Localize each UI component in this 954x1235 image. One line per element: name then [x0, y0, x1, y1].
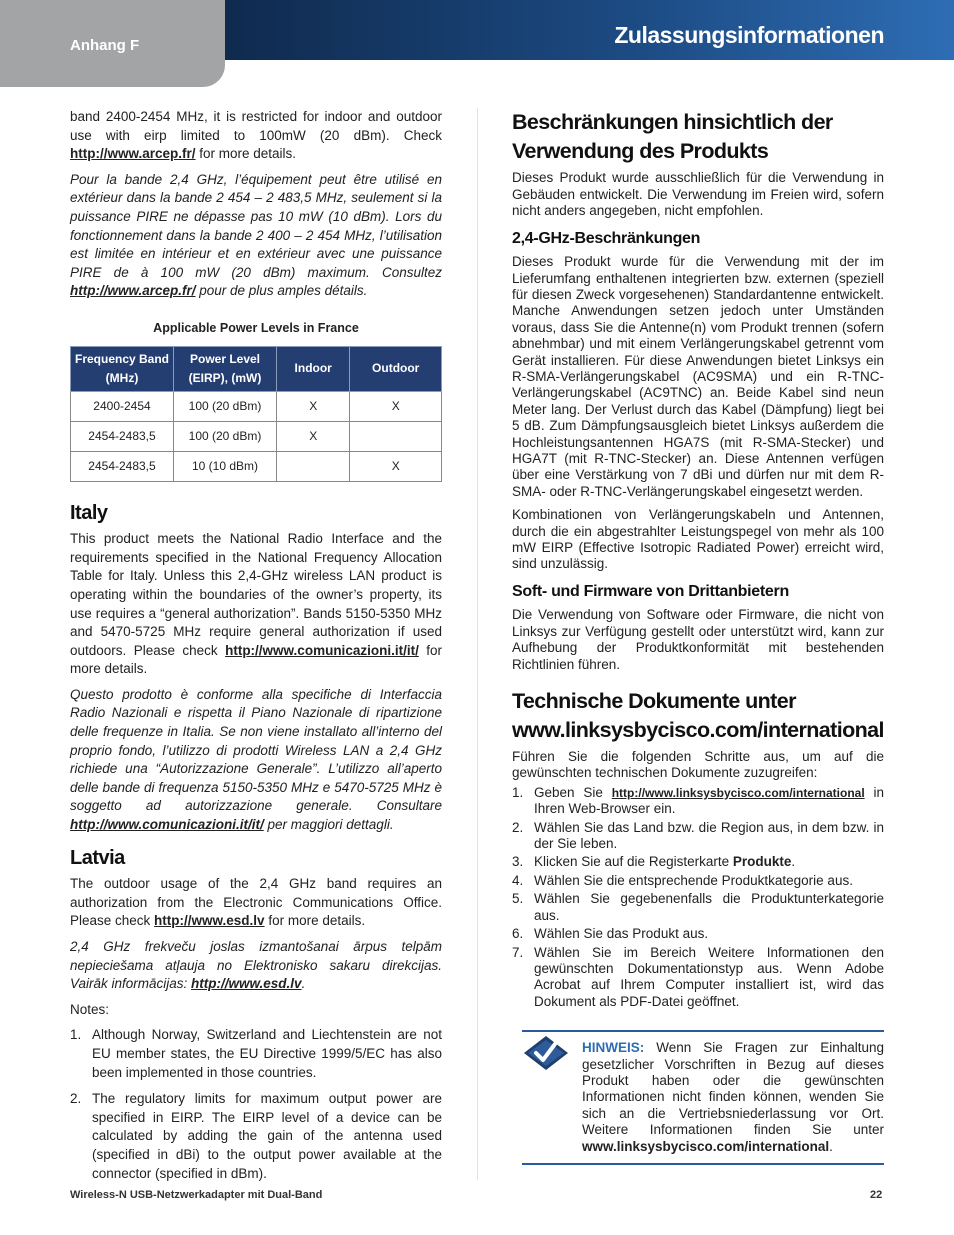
table-row: [71, 391, 442, 421]
table-cell: 2400-2454: [71, 391, 174, 421]
section-tab: [0, 0, 225, 87]
list-item: 5. Wählen Sie gegebenenfalls die Produktunterkategorie aus.: [512, 891, 884, 923]
note-text: HINWEIS: Wenn Sie Fragen zur Einhaltung gesetzlicher Vorschriften in Bezug auf dieses Produkt haben oder die gewünschten Informationen nicht finden können, wenden Sie sich an die Vertriebsniederlassung vor Ort. Weitere Informationen finden Sie unter www.linksysbycisco.com/international.: [582, 1040, 884, 1154]
table-cell: X: [277, 391, 350, 421]
page-number: 22: [870, 1189, 883, 1201]
table-cell: 100 (20 dBm): [174, 421, 277, 451]
table-cell: 2454-2483,5: [71, 451, 174, 481]
list-item: 2. The regulatory limits for maximum output power are specified in EIRP. The EIRP level of a device can be calculated by adding the gain of the antenna used (specified in dBi) to the output power available at the connector (specified in dBm).: [70, 1091, 442, 1181]
list-item: 4. Wählen Sie die entsprechende Produktkategorie aus.: [512, 872, 853, 888]
table-header-row: [71, 346, 442, 391]
ghz-heading: 2,4-GHz-Beschränkungen: [512, 229, 701, 247]
footer-product: Wireless-N USB-Netzwerkadapter mit Dual-Band: [70, 1189, 323, 1201]
note-keyword: HINWEIS:: [582, 1040, 645, 1056]
linksys-intl-link[interactable]: http://www.linksysbycisco.com/international: [611, 785, 865, 800]
table-caption: Applicable Power Levels in France: [153, 320, 359, 335]
right-column: [512, 108, 884, 1165]
arcep-link[interactable]: http://www.arcep.fr/: [70, 146, 196, 162]
ghz-paragraph-1: Dieses Produkt wurde für die Verwendung mit der im Lieferumfang enthaltenen integrierten bzw. externen (speziell für diesen Zweck vorgesehenen) Standardantenne entwickelt. Manche Anwendungen setzen jedoch unter Umständen voraus, dass Sie die Antenne(n) vom Produkt trennen (sofern abnehmbar) und mit einem Verlängerungskabel getrennt vom Gerät installieren. Für diese Anwendungen bietet Linksys ein R-SMA-Verlängerungskabel (AC9SMA) und ein R-TNC-Verlängerungskabel (AC9TNC) an. Beide Kabel sind neun Meter lang. Der Verlust durch das Kabel (Dämpfung) liegt bei 5 dB. Zum Dämpfungsausgleich bietet Linksys außerdem die Hochleistungsantennen HGA7S (mit R-SMA-Stecker) und HGA7T (mit R-TNC-Stecker) an. Diese Antennen verfügen über eine Verstärkung von 7 dBi und dürfen nur mit dem R-SMA- oder R-TNC-Verlängerungskabel eingesetzt werden.: [512, 254, 884, 499]
notes-label: Notes:: [70, 1001, 110, 1017]
docs-heading: Technische Dokumente unter www.linksysbycisco.com/international: [512, 689, 884, 743]
esd-link[interactable]: http://www.esd.lv: [154, 913, 265, 929]
france-paragraph-en: band 2400-2454 MHz, it is restricted for indoor and outdoor use with eirp limited to 100mW (20 dBm). Check http://www.arcep.fr/ for more details.: [70, 109, 442, 162]
latvia-heading: Latvia: [70, 846, 125, 869]
list-item: 2. Wählen Sie das Land bzw. die Region aus, in dem bzw. in der Sie leben.: [512, 819, 884, 852]
column-divider: [477, 108, 478, 1180]
table-cell: X: [350, 451, 442, 481]
table-cell: [350, 421, 442, 451]
table-row: [71, 451, 442, 481]
table-cell: X: [350, 391, 442, 421]
arcep-link-fr[interactable]: http://www.arcep.fr/: [70, 283, 196, 299]
comunicazioni-link[interactable]: http://www.comunicazioni.it/it/: [225, 642, 419, 658]
list-item: 1. Geben Sie http://www.linksysbycisco.com/international in Ihren Web-Browser ein.: [512, 784, 884, 817]
steps-list: [512, 785, 884, 1010]
list-item: 3. Klicken Sie auf die Registerkarte Produkte.: [512, 854, 796, 870]
note-box: [522, 1030, 884, 1165]
italy-paragraph-it: Questo prodotto è conforme alla specifiche di Interfaccia Radio Nazionali e rispetta il Piano Nazionale di ripartizione delle frequenze in Italia. Se non viene installato all’interno del proprio fondo, l’utilizzo di prodotti Wireless LAN a 2,4 GHz richiede una “Autorizzazione Generale”. L’utilizzo all’aperto delle bande di frequenza 5150-5350 MHz e 5470-5725 MHz è soggetto ad autorizzazione generale. Consultare http://www.comunicazioni.it/it/ per maggiori dettagli.: [70, 686, 442, 833]
latvia-paragraph-en: The outdoor usage of the 2,4 GHz band requires an authorization from the Electronic Communications Office. Please check http://www.esd.lv for more details.: [70, 876, 442, 929]
italy-heading: Italy: [70, 501, 108, 524]
table-cell: 2454-2483,5: [71, 421, 174, 451]
header-outdoor: Outdoor: [350, 346, 442, 391]
title-banner: [225, 0, 954, 60]
latvia-paragraph-lv: 2,4 GHz frekveču joslas izmantošanai ārpus telpām nepieciešama atļauja no Elektronisko sakaru direkcijas. Vairāk informācijas: http://www.esd.lv.: [70, 939, 442, 992]
software-paragraph: Die Verwendung von Software oder Firmware, die nicht von Linksys zur Verfügung gestellt oder unterstützt wird, kann zur Aufhebung der Produktkonformität mit bestehenden Richtlinien führen.: [512, 607, 884, 672]
table-cell: X: [277, 421, 350, 451]
header-frequency: Frequency Band (MHz): [71, 346, 174, 391]
left-column: [70, 108, 442, 1191]
list-item: 6. Wählen Sie das Produkt aus.: [512, 926, 709, 942]
ghz-paragraph-2: Kombinationen von Verlängerungskabeln und Antennen, durch die ein abgestrahlter Leistungspegel von mehr als 100 mW EIRP (Effective Isotropic Radiated Power) erreicht wird, sind unzulässig.: [512, 507, 884, 572]
power-levels-table: [70, 346, 442, 482]
comunicazioni-link-it[interactable]: http://www.comunicazioni.it/it/: [70, 817, 264, 833]
table-cell: 10 (10 dBm): [174, 451, 277, 481]
section-label: Anhang F: [70, 37, 140, 54]
esd-link-lv[interactable]: http://www.esd.lv: [191, 976, 302, 992]
table-cell: 100 (20 dBm): [174, 391, 277, 421]
checkmark-icon: [522, 1034, 570, 1072]
restrictions-paragraph: Dieses Produkt wurde ausschließlich für die Verwendung in Gebäuden entwickelt. Die Verwendung im Freien wird, sofern nicht anders angegeben, nicht empfohlen.: [512, 170, 884, 218]
header-indoor: Indoor: [277, 346, 350, 391]
docs-intro: Führen Sie die folgenden Schritte aus, um auf die gewünschten technischen Dokumente zuzugreifen:: [512, 749, 884, 781]
header-power: Power Level (EIRP), (mW): [174, 346, 277, 391]
software-heading: Soft- und Firmware von Drittanbietern: [512, 582, 789, 600]
table-cell: [277, 451, 350, 481]
france-paragraph-fr: Pour la bande 2,4 GHz, l’équipement peut être utilisé en extérieur dans la bande 2 454 – 2 483,5 MHz, seulement si la puissance PIRE ne dépasse pas 10 mW (10 dBm). Lors du fonctionnement dans la bande 2 400 – 2 454 MHz, l’utilisation est limitée en intérieur et en extérieur avec une puissance PIRE de à 100 mW (20 dBm) maximum. Consultez http://www.arcep.fr/ pour de plus amples détails.: [70, 171, 442, 299]
restrictions-heading: Beschränkungen hinsichtlich der Verwendung des Produkts: [512, 110, 833, 163]
list-item: 7. Wählen Sie im Bereich Weitere Informationen den gewünschten Dokumentationstyp aus. Wenn Adobe Acrobat auf Ihrem Computer installiert ist, wird das Dokument als PDF-Datei geöffnet.: [512, 944, 884, 1009]
table-row: [71, 421, 442, 451]
italy-paragraph-en: This product meets the National Radio Interface and the requirements specified in the National Frequency Allocation Table for Italy. Unless this 2,4-GHz wireless LAN product is operating within the boundaries of the owner’s property, its use requires a “general authorization”. Bands 5150-5350 MHz and 5470-5725 MHz require general authorization if used outdoors. Please check http://www.comunicazioni.it/it/ for more details.: [70, 531, 442, 677]
page-title: Zulassungsinformationen: [614, 22, 884, 48]
list-item: 1. Although Norway, Switzerland and Liechtenstein are not EU member states, the EU Directive 1999/5/EC has also been implemented in those countries.: [70, 1027, 442, 1080]
notes-list: [70, 1026, 442, 1183]
